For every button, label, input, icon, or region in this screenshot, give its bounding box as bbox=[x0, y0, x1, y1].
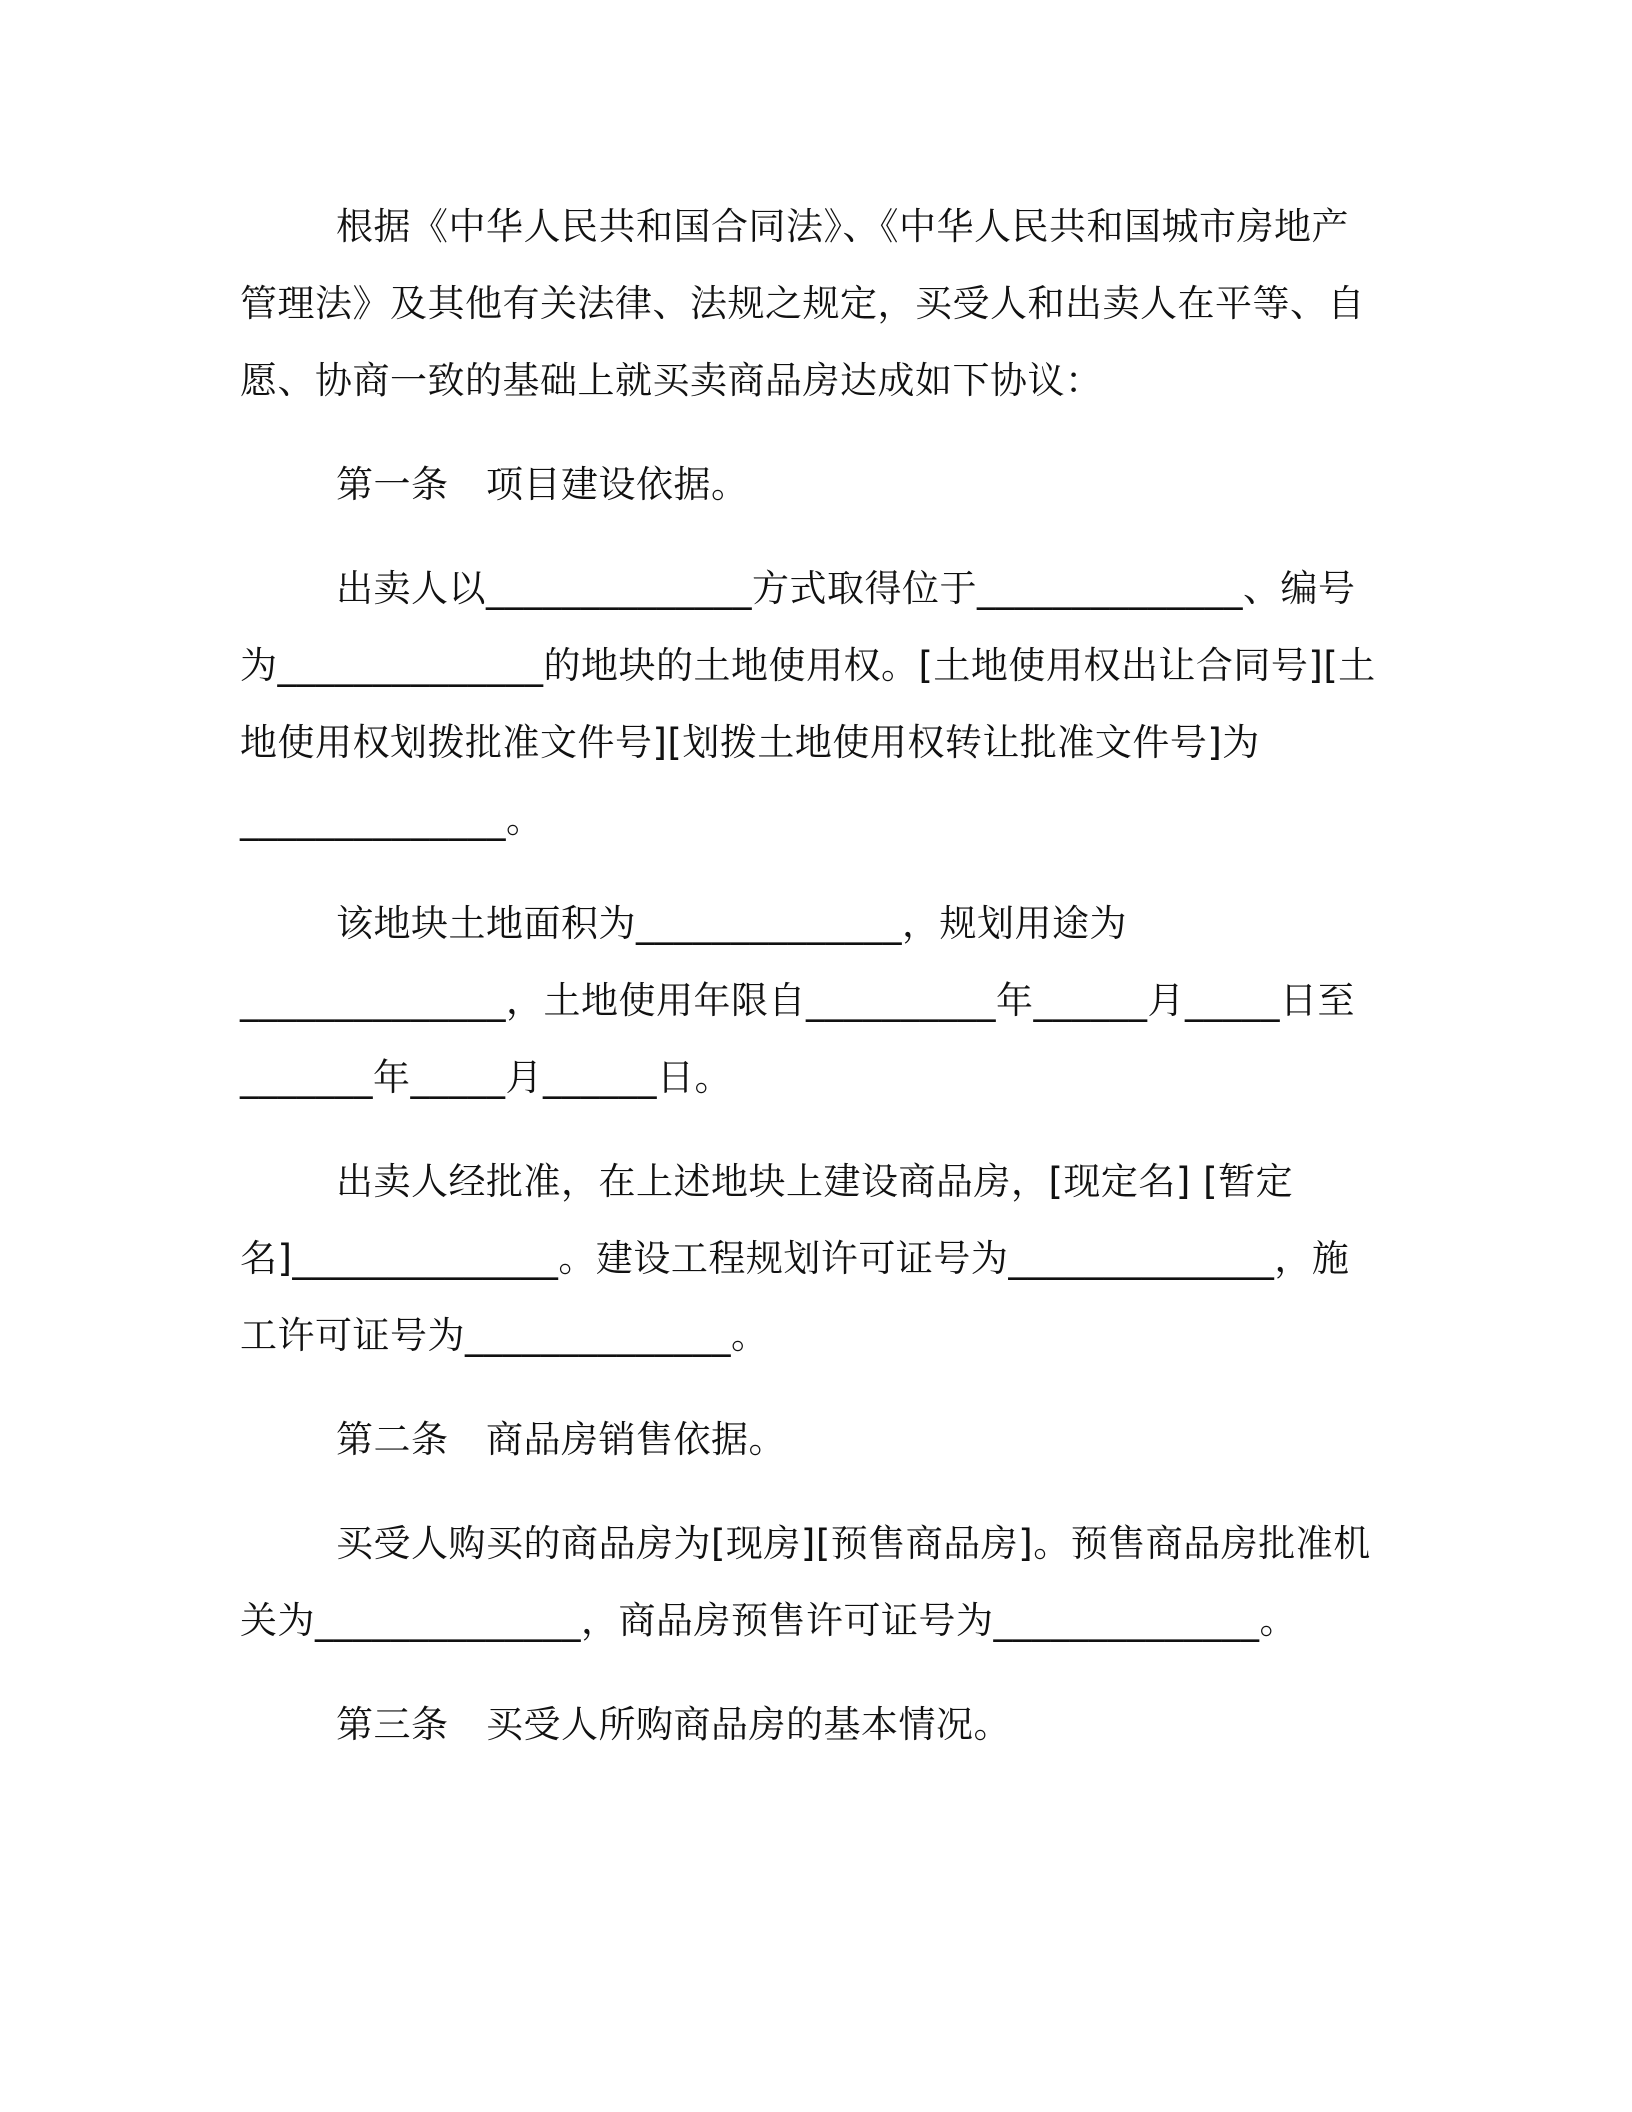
paragraph-line: 该地块土地面积为______________，规划用途为 bbox=[336, 902, 1127, 945]
paragraph-line: ______________，土地使用年限自__________年______月_____日至 bbox=[240, 979, 1355, 1022]
article-1-paragraph-3 bbox=[240, 1143, 1380, 1374]
paragraph-line: _______年_____月______日。 bbox=[240, 1056, 732, 1099]
paragraph-line: 出卖人以______________方式取得位于______________、编号 bbox=[336, 567, 1356, 610]
intro-line: 根据《中华人民共和国合同法》、《中华人民共和国城市房地产 bbox=[336, 205, 1349, 248]
paragraph-line: ______________。 bbox=[240, 798, 544, 841]
article-title-text: 第三条 买受人所购商品房的基本情况。 bbox=[336, 1703, 1011, 1746]
intro-line: 愿、协商一致的基础上就买卖商品房达成如下协议： bbox=[240, 359, 1103, 402]
article-1-title bbox=[240, 446, 1380, 523]
article-title-text: 第一条 项目建设依据。 bbox=[336, 463, 749, 506]
paragraph-line: 地使用权划拨批准文件号][划拨土地使用权转让批准文件号]为 bbox=[240, 721, 1260, 764]
article-2-paragraph-1 bbox=[240, 1505, 1380, 1659]
article-1-paragraph-2 bbox=[240, 885, 1380, 1116]
article-title-text: 第二条 商品房销售依据。 bbox=[336, 1418, 786, 1461]
article-2-title bbox=[240, 1401, 1380, 1478]
paragraph-line: 为______________的地块的土地使用权。[土地使用权出让合同号][土 bbox=[240, 644, 1376, 687]
article-1-paragraph-1 bbox=[240, 550, 1380, 858]
intro-line: 管理法》及其他有关法律、法规之规定，买受人和出卖人在平等、自 bbox=[240, 282, 1365, 325]
paragraph-line: 工许可证号为______________。 bbox=[240, 1314, 769, 1357]
intro-paragraph bbox=[240, 188, 1380, 419]
contract-page bbox=[240, 188, 1380, 1790]
paragraph-line: 名]______________。建设工程规划许可证号为______________，施 bbox=[240, 1237, 1350, 1280]
paragraph-line: 关为______________，商品房预售许可证号为______________。 bbox=[240, 1599, 1297, 1642]
article-3-title bbox=[240, 1686, 1380, 1763]
paragraph-line: 出卖人经批准，在上述地块上建设商品房，[现定名] [暂定 bbox=[336, 1160, 1294, 1203]
paragraph-line: 买受人购买的商品房为[现房][预售商品房]。预售商品房批准机 bbox=[336, 1522, 1371, 1565]
